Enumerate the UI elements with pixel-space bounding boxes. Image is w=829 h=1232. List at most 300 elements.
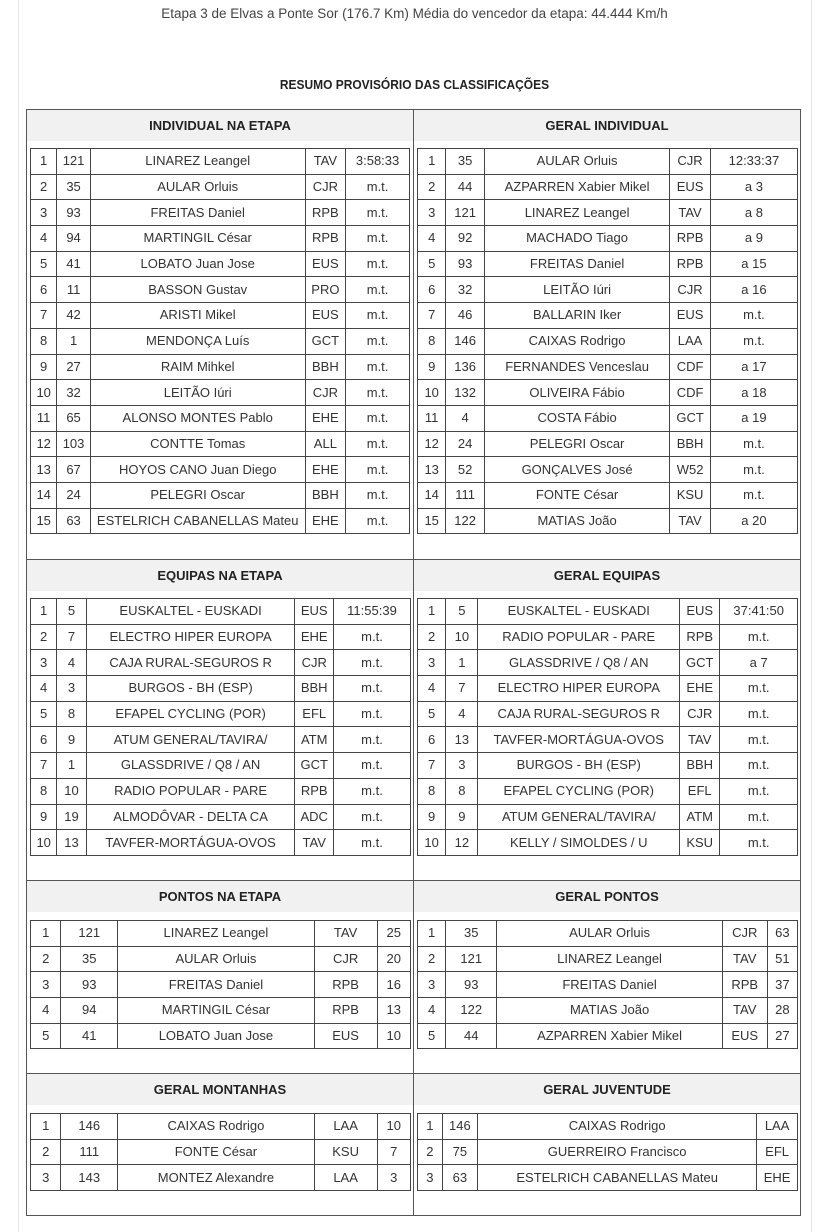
value-cell: 11:55:39	[333, 599, 410, 625]
name-cell: RADIO POPULAR - PARE	[478, 624, 680, 650]
position-cell: 2	[31, 946, 61, 972]
position-cell: 10	[31, 830, 57, 856]
team-code-cell: LAA	[314, 1114, 377, 1140]
bib-cell: 35	[57, 174, 90, 200]
team-code-cell: EUS	[670, 174, 711, 200]
position-cell: 1	[31, 149, 57, 175]
team-code-cell: EHE	[295, 624, 334, 650]
section-title: GERAL EQUIPAS	[414, 560, 800, 591]
position-cell: 6	[31, 727, 57, 753]
value-cell: 12:33:37	[710, 149, 797, 175]
table-row	[31, 226, 410, 252]
name-cell: TAVFER-MORTÁGUA-OVOS	[478, 727, 680, 753]
value-cell: m.t.	[346, 174, 410, 200]
table-row	[31, 508, 410, 534]
bib-cell: 67	[57, 457, 90, 483]
value-cell: 25	[377, 921, 410, 947]
position-cell: 7	[418, 753, 446, 779]
table-row	[418, 380, 798, 406]
table-row	[31, 1165, 411, 1191]
position-cell: 10	[418, 830, 446, 856]
table-row	[31, 599, 411, 625]
team-code-cell: CJR	[295, 650, 334, 676]
team-code-cell: LAA	[670, 328, 711, 354]
team-code-cell: KSU	[680, 830, 720, 856]
name-cell: MARTINGIL César	[118, 998, 315, 1024]
table-row	[418, 701, 798, 727]
table-row	[418, 1165, 798, 1191]
value-cell: a 9	[710, 226, 797, 252]
bib-cell: 121	[446, 946, 497, 972]
table-row	[418, 174, 798, 200]
table-row	[31, 328, 410, 354]
team-code-cell: BBH	[680, 753, 720, 779]
position-cell: 9	[31, 804, 57, 830]
table-row	[31, 921, 411, 947]
name-cell: PELEGRI Oscar	[484, 431, 669, 457]
name-cell: BASSON Gustav	[90, 277, 305, 303]
team-code-cell: CJR	[305, 174, 346, 200]
table-row	[418, 830, 798, 856]
value-cell: a 3	[710, 174, 797, 200]
name-cell: ATUM GENERAL/TAVIRA/	[478, 804, 680, 830]
table-row	[31, 174, 410, 200]
value-cell: m.t.	[710, 457, 797, 483]
team-code-cell: TAV	[670, 200, 711, 226]
bib-cell: 44	[446, 1023, 497, 1049]
value-cell: 3	[377, 1165, 410, 1191]
team-code-cell: LAA	[314, 1165, 377, 1191]
position-cell: 5	[418, 1023, 446, 1049]
table-row	[31, 972, 411, 998]
name-cell: AZPARREN Xabier Mikel	[484, 174, 669, 200]
position-cell: 8	[418, 778, 446, 804]
value-cell: m.t.	[346, 200, 410, 226]
bib-cell: 93	[57, 200, 90, 226]
team-code-cell: CJR	[670, 277, 711, 303]
table-row	[31, 354, 410, 380]
value-cell: 37:41:50	[720, 599, 798, 625]
name-cell: BURGOS - BH (ESP)	[86, 676, 295, 702]
table-row	[418, 251, 798, 277]
value-cell: m.t.	[720, 753, 798, 779]
name-cell: MATIAS João	[497, 998, 722, 1024]
value-cell: 10	[377, 1114, 410, 1140]
name-cell: CAIXAS Rodrigo	[118, 1114, 315, 1140]
team-code-cell: EHE	[305, 457, 346, 483]
bib-cell: 136	[446, 354, 485, 380]
bib-cell: 41	[61, 1023, 118, 1049]
value-cell: 63	[767, 921, 797, 947]
name-cell: LEITÃO Iúri	[484, 277, 669, 303]
table-row	[31, 200, 410, 226]
bib-cell: 32	[57, 380, 90, 406]
table-row	[31, 1023, 411, 1049]
team-code-cell: ATM	[295, 727, 334, 753]
name-cell: ESTELRICH CABANELLAS Mateu	[478, 1165, 757, 1191]
name-cell: GLASSDRIVE / Q8 / AN	[86, 753, 295, 779]
value-cell: m.t.	[333, 650, 410, 676]
position-cell: 3	[31, 972, 61, 998]
value-cell: 16	[377, 972, 410, 998]
team-code-cell: CJR	[680, 701, 720, 727]
value-cell: a 20	[710, 508, 797, 534]
bib-cell: 121	[57, 149, 90, 175]
bib-cell: 9	[446, 804, 478, 830]
table-general-youth	[417, 1113, 798, 1191]
bib-cell: 24	[57, 482, 90, 508]
team-code-cell: RPB	[314, 998, 377, 1024]
value-cell: m.t.	[333, 624, 410, 650]
position-cell: 7	[31, 303, 57, 329]
bib-cell: 41	[57, 251, 90, 277]
value-cell: 13	[377, 998, 410, 1024]
bib-cell: 5	[57, 599, 86, 625]
name-cell: CAIXAS Rodrigo	[478, 1114, 757, 1140]
bib-cell: 8	[446, 778, 478, 804]
team-code-cell: EHE	[757, 1165, 798, 1191]
team-code-cell: EUS	[722, 1023, 767, 1049]
table-general-teams	[417, 598, 798, 856]
value-cell: m.t.	[346, 226, 410, 252]
name-cell: FREITAS Daniel	[497, 972, 722, 998]
table-row	[418, 200, 798, 226]
team-code-cell: GCT	[670, 405, 711, 431]
team-code-cell: RPB	[305, 200, 346, 226]
position-cell: 8	[418, 328, 446, 354]
value-cell: m.t.	[333, 804, 410, 830]
position-cell: 9	[418, 354, 446, 380]
team-code-cell: RPB	[670, 226, 711, 252]
value-cell: m.t.	[720, 701, 798, 727]
table-row	[418, 226, 798, 252]
team-code-cell: CDF	[670, 380, 711, 406]
table-row	[418, 1139, 798, 1165]
table-individual-stage	[30, 148, 410, 534]
name-cell: FONTE César	[484, 482, 669, 508]
position-cell: 13	[31, 457, 57, 483]
position-cell: 3	[418, 650, 446, 676]
position-cell: 8	[31, 778, 57, 804]
table-row	[418, 676, 798, 702]
value-cell: 7	[377, 1139, 410, 1165]
bib-cell: 42	[57, 303, 90, 329]
name-cell: ELECTRO HIPER EUROPA	[86, 624, 295, 650]
team-code-cell: TAV	[722, 946, 767, 972]
team-code-cell: CJR	[305, 380, 346, 406]
team-code-cell: EFL	[680, 778, 720, 804]
bib-cell: 132	[446, 380, 485, 406]
team-code-cell: RPB	[680, 624, 720, 650]
value-cell: a 16	[710, 277, 797, 303]
table-row	[418, 1114, 798, 1140]
position-cell: 2	[31, 624, 57, 650]
value-cell: 28	[767, 998, 797, 1024]
bib-cell: 1	[446, 650, 478, 676]
name-cell: GLASSDRIVE / Q8 / AN	[478, 650, 680, 676]
bib-cell: 10	[57, 778, 86, 804]
summary-title: RESUMO PROVISÓRIO DAS CLASSIFICAÇÕES	[279, 77, 550, 92]
name-cell: OLIVEIRA Fábio	[484, 380, 669, 406]
table-row	[418, 727, 798, 753]
bib-cell: 13	[57, 830, 86, 856]
value-cell: 20	[377, 946, 410, 972]
name-cell: GUERREIRO Francisco	[478, 1139, 757, 1165]
position-cell: 6	[418, 277, 446, 303]
team-code-cell: TAV	[680, 727, 720, 753]
bib-cell: 9	[57, 727, 86, 753]
bib-cell: 12	[446, 830, 478, 856]
bib-cell: 35	[446, 921, 497, 947]
table-row	[418, 921, 798, 947]
name-cell: EFAPEL CYCLING (POR)	[478, 778, 680, 804]
position-cell: 2	[418, 946, 446, 972]
position-cell: 15	[31, 508, 57, 534]
name-cell: LEITÃO Iúri	[90, 380, 305, 406]
team-code-cell: RPB	[670, 251, 711, 277]
team-code-cell: EUS	[305, 251, 346, 277]
position-cell: 4	[31, 226, 57, 252]
position-cell: 14	[418, 482, 446, 508]
table-row	[418, 431, 798, 457]
position-cell: 2	[418, 174, 446, 200]
table-row	[31, 457, 410, 483]
position-cell: 7	[31, 753, 57, 779]
team-code-cell: KSU	[314, 1139, 377, 1165]
position-cell: 9	[31, 354, 57, 380]
name-cell: CAIXAS Rodrigo	[484, 328, 669, 354]
position-cell: 1	[418, 1114, 443, 1140]
table-row	[418, 804, 798, 830]
table-row	[31, 431, 410, 457]
bib-cell: 1	[57, 753, 86, 779]
position-cell: 3	[31, 1165, 61, 1191]
value-cell: m.t.	[346, 508, 410, 534]
bib-cell: 93	[61, 972, 118, 998]
position-cell: 4	[31, 998, 61, 1024]
team-code-cell: EHE	[680, 676, 720, 702]
value-cell: m.t.	[346, 277, 410, 303]
position-cell: 5	[31, 251, 57, 277]
bib-cell: 111	[61, 1139, 118, 1165]
bib-cell: 44	[446, 174, 485, 200]
table-row	[31, 1139, 411, 1165]
team-code-cell: BBH	[305, 354, 346, 380]
team-code-cell: RPB	[305, 226, 346, 252]
team-code-cell: TAV	[295, 830, 334, 856]
name-cell: AZPARREN Xabier Mikel	[497, 1023, 722, 1049]
table-row	[31, 778, 411, 804]
bib-cell: 93	[446, 251, 485, 277]
section-title: INDIVIDUAL NA ETAPA	[27, 110, 413, 141]
table-row	[418, 405, 798, 431]
table-row	[418, 457, 798, 483]
position-cell: 11	[418, 405, 446, 431]
name-cell: FREITAS Daniel	[484, 251, 669, 277]
column-divider	[413, 109, 414, 1216]
position-cell: 5	[31, 701, 57, 727]
position-cell: 1	[31, 1114, 61, 1140]
position-cell: 12	[418, 431, 446, 457]
position-cell: 5	[418, 701, 446, 727]
position-cell: 7	[418, 303, 446, 329]
team-code-cell: GCT	[305, 328, 346, 354]
table-row	[418, 972, 798, 998]
table-row	[31, 998, 411, 1024]
name-cell: RADIO POPULAR - PARE	[86, 778, 295, 804]
value-cell: m.t.	[333, 676, 410, 702]
table-row	[31, 482, 410, 508]
name-cell: COSTA Fábio	[484, 405, 669, 431]
name-cell: FREITAS Daniel	[90, 200, 305, 226]
value-cell: 27	[767, 1023, 797, 1049]
table-row	[31, 804, 411, 830]
table-row	[418, 778, 798, 804]
value-cell: 10	[377, 1023, 410, 1049]
name-cell: BURGOS - BH (ESP)	[478, 753, 680, 779]
table-general-mountains	[30, 1113, 411, 1191]
team-code-cell: EUS	[314, 1023, 377, 1049]
position-cell: 12	[31, 431, 57, 457]
value-cell: a 15	[710, 251, 797, 277]
name-cell: BALLARIN Iker	[484, 303, 669, 329]
name-cell: ATUM GENERAL/TAVIRA/	[86, 727, 295, 753]
bib-cell: 7	[446, 676, 478, 702]
position-cell: 1	[31, 599, 57, 625]
team-code-cell: ADC	[295, 804, 334, 830]
bib-cell: 52	[446, 457, 485, 483]
table-row	[31, 277, 410, 303]
name-cell: PELEGRI Oscar	[90, 482, 305, 508]
name-cell: CAJA RURAL-SEGUROS R	[478, 701, 680, 727]
value-cell: m.t.	[710, 328, 797, 354]
name-cell: ARISTI Mikel	[90, 303, 305, 329]
table-row	[418, 303, 798, 329]
position-cell: 6	[418, 727, 446, 753]
value-cell: m.t.	[346, 482, 410, 508]
team-code-cell: BBH	[305, 482, 346, 508]
table-row	[418, 599, 798, 625]
name-cell: EUSKALTEL - EUSKADI	[86, 599, 295, 625]
name-cell: ESTELRICH CABANELLAS Mateu	[90, 508, 305, 534]
position-cell: 1	[31, 921, 61, 947]
value-cell: a 17	[710, 354, 797, 380]
team-code-cell: TAV	[305, 149, 346, 175]
table-row	[31, 624, 411, 650]
bib-cell: 35	[61, 946, 118, 972]
team-code-cell: LAA	[757, 1114, 798, 1140]
bib-cell: 13	[446, 727, 478, 753]
table-points-stage	[30, 920, 411, 1049]
bib-cell: 3	[446, 753, 478, 779]
team-code-cell: EUS	[295, 599, 334, 625]
team-code-cell: CJR	[670, 149, 711, 175]
section-title: PONTOS NA ETAPA	[27, 881, 413, 912]
value-cell: a 19	[710, 405, 797, 431]
name-cell: AULAR Orluis	[118, 946, 315, 972]
name-cell: ALMODÔVAR - DELTA CA	[86, 804, 295, 830]
value-cell: 51	[767, 946, 797, 972]
team-code-cell: BBH	[670, 431, 711, 457]
name-cell: LINAREZ Leangel	[90, 149, 305, 175]
position-cell: 2	[418, 624, 446, 650]
table-row	[418, 277, 798, 303]
section-title: GERAL PONTOS	[414, 881, 800, 912]
team-code-cell: EUS	[680, 599, 720, 625]
table-row	[418, 753, 798, 779]
team-code-cell: PRO	[305, 277, 346, 303]
name-cell: LOBATO Juan Jose	[90, 251, 305, 277]
name-cell: MONTEZ Alexandre	[118, 1165, 315, 1191]
team-code-cell: EFL	[295, 701, 334, 727]
bib-cell: 94	[57, 226, 90, 252]
name-cell: CAJA RURAL-SEGUROS R	[86, 650, 295, 676]
table-row	[418, 946, 798, 972]
position-cell: 3	[418, 972, 446, 998]
name-cell: FREITAS Daniel	[118, 972, 315, 998]
team-code-cell: EHE	[305, 508, 346, 534]
value-cell: m.t.	[346, 251, 410, 277]
table-row	[31, 380, 410, 406]
position-cell: 4	[418, 676, 446, 702]
name-cell: ELECTRO HIPER EUROPA	[478, 676, 680, 702]
position-cell: 5	[31, 1023, 61, 1049]
position-cell: 10	[31, 380, 57, 406]
table-row	[31, 149, 410, 175]
table-row	[31, 251, 410, 277]
value-cell: m.t.	[346, 431, 410, 457]
position-cell: 13	[418, 457, 446, 483]
value-cell: m.t.	[346, 328, 410, 354]
name-cell: ALONSO MONTES Pablo	[90, 405, 305, 431]
table-row	[31, 650, 411, 676]
table-row	[31, 1114, 411, 1140]
value-cell: m.t.	[720, 830, 798, 856]
position-cell: 11	[31, 405, 57, 431]
bib-cell: 5	[446, 599, 478, 625]
name-cell: LINAREZ Leangel	[118, 921, 315, 947]
bib-cell: 3	[57, 676, 86, 702]
value-cell: m.t.	[333, 727, 410, 753]
position-cell: 4	[418, 226, 446, 252]
bib-cell: 32	[446, 277, 485, 303]
table-row	[418, 624, 798, 650]
team-code-cell: KSU	[670, 482, 711, 508]
value-cell: m.t.	[720, 778, 798, 804]
name-cell: CONTTE Tomas	[90, 431, 305, 457]
position-cell: 4	[418, 998, 446, 1024]
table-general-individual	[417, 148, 798, 534]
name-cell: MATIAS João	[484, 508, 669, 534]
name-cell: GONÇALVES José	[484, 457, 669, 483]
position-cell: 9	[418, 804, 446, 830]
bib-cell: 111	[446, 482, 485, 508]
bib-cell: 27	[57, 354, 90, 380]
bib-cell: 4	[446, 405, 485, 431]
bib-cell: 4	[57, 650, 86, 676]
position-cell: 8	[31, 328, 57, 354]
table-row	[31, 701, 411, 727]
table-teams-stage	[30, 598, 411, 856]
value-cell: m.t.	[346, 457, 410, 483]
bib-cell: 19	[57, 804, 86, 830]
bib-cell: 1	[57, 328, 90, 354]
bib-cell: 92	[446, 226, 485, 252]
value-cell: m.t.	[720, 676, 798, 702]
value-cell: a 7	[720, 650, 798, 676]
team-code-cell: RPB	[314, 972, 377, 998]
table-row	[418, 1023, 798, 1049]
